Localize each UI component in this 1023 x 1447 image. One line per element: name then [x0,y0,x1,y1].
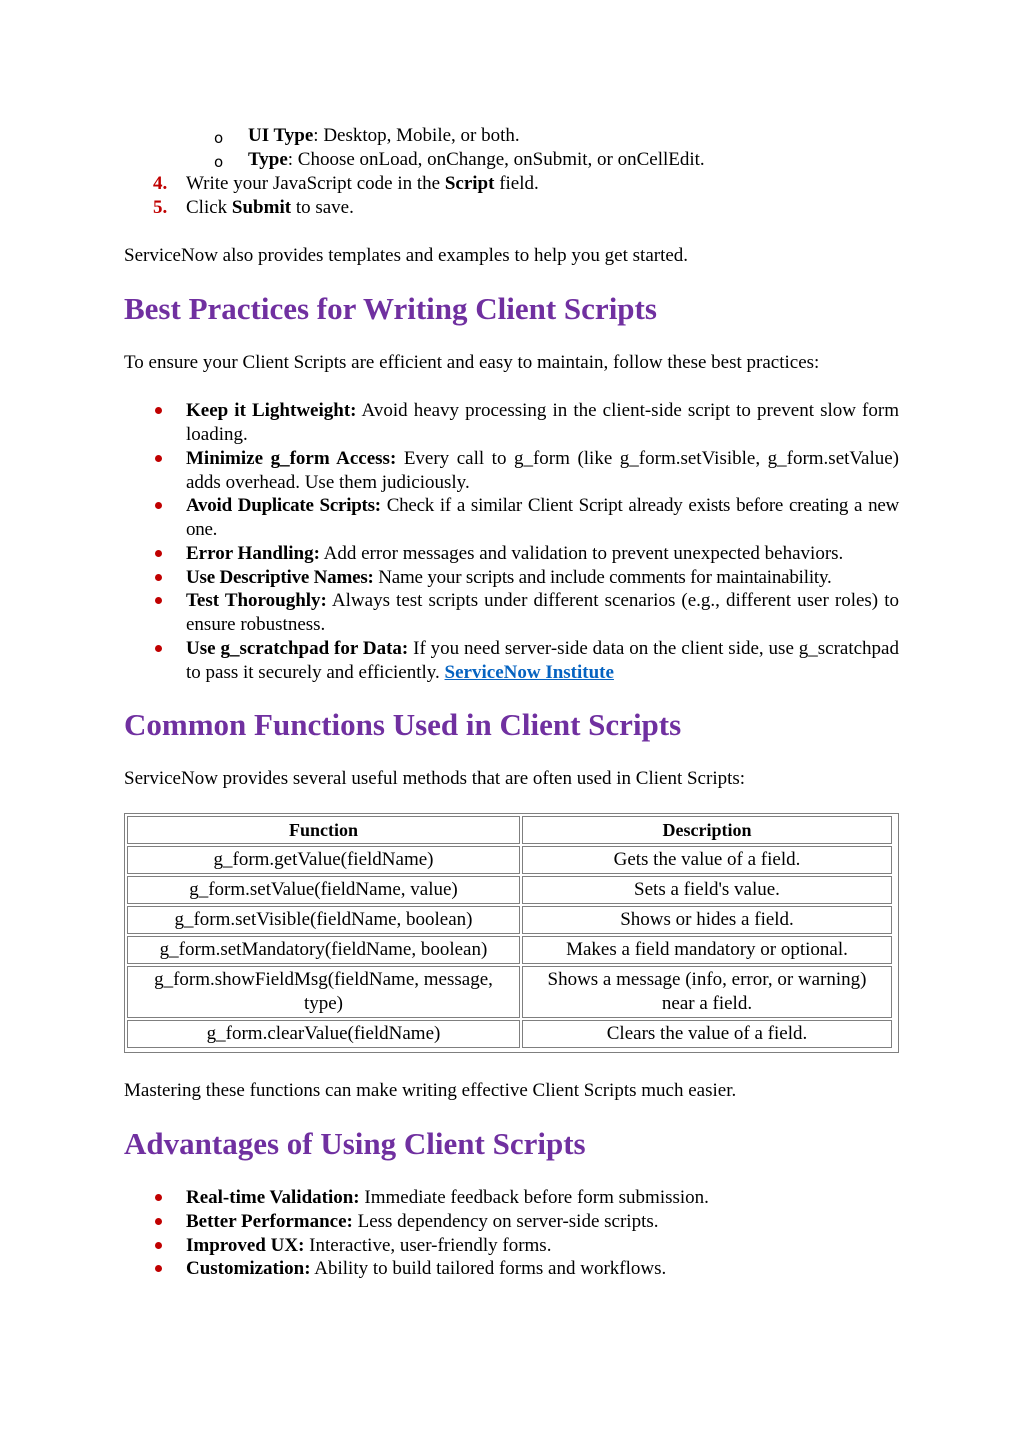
step-item-write-code: Write your JavaScript code in the Script field. [186,173,539,194]
bullet-dot [155,550,162,557]
bullet-dot [155,455,162,462]
sublist-item-ui-type [248,124,520,148]
best-practice-item: Error Handling: Add error messages and validation to prevent unexpected behaviors. [186,543,844,564]
step-item-submit: Click Submit to save. [186,197,354,218]
best-practice-item: Minimize g_form Access: Every call to g_form (like g_form.setVisible, g_form.setValue) adds overhead. Use them judiciously. [186,448,899,493]
table-row [127,846,892,874]
table-header-description: Description [522,816,892,844]
sublist-item-type [248,148,705,172]
heading-advantages: Advantages of Using Client Scripts [124,1126,586,1161]
table-cell-description: Gets the value of a field. [522,846,892,874]
table-cell-description: Shows or hides a field. [522,906,892,934]
templates-paragraph: ServiceNow also provides templates and examples to help you get started. [124,245,689,266]
functions-outro: Mastering these functions can make writing effective Client Scripts much easier. [124,1080,737,1101]
table-cell-function: g_form.clearValue(fieldName) [127,1020,520,1048]
bullet-dot [155,574,162,581]
bullet-dot [155,407,162,414]
best-practice-item: Use Descriptive Names: Name your scripts and include comments for maintainability. [186,567,832,588]
bullet-dot [155,1242,162,1249]
table-header-row [127,816,892,844]
bullet-dot [155,645,162,652]
step-number: 4. [153,173,168,194]
table-cell-function: g_form.setVisible(fieldName, boolean) [127,906,520,934]
heading-common-functions: Common Functions Used in Client Scripts [124,707,682,742]
bullet-dot [155,1218,162,1225]
table-cell-function: g_form.setMandatory(fieldName, boolean) [127,936,520,964]
table-cell-description: Clears the value of a field. [522,1020,892,1048]
sublist-item-label: Type [248,149,288,170]
table-cell-function: g_form.showFieldMsg(fieldName, message, type) [127,966,520,1018]
advantage-item: Improved UX: Interactive, user-friendly forms. [186,1235,552,1256]
best-practice-item: Avoid Duplicate Scripts: Check if a similar Client Script already exists before creating a new one. [186,495,899,540]
advantage-item: Customization: Ability to build tailored forms and workflows. [186,1258,667,1279]
table-cell-description: Shows a message (info, error, or warning) near a field. [522,966,892,1018]
best-practice-item: Test Thoroughly: Always test scripts under different scenarios (e.g., different user roles) to ensure robustness. [186,590,899,635]
bullet-dot [155,502,162,509]
table-cell-function: g_form.setValue(fieldName, value) [127,876,520,904]
table-header-function: Function [127,816,520,844]
sublist-item-label: UI Type [248,125,314,146]
best-practice-item: Use g_scratchpad for Data: If you need server-side data on the client side, use g_scratchpad to pass it securely and efficiently. ServiceNow Institute [186,638,899,683]
advantage-item: Real-time Validation: Immediate feedback before form submission. [186,1187,709,1208]
servicenow-institute-link[interactable]: ServiceNow Institute [444,662,614,683]
sublist-marker: o [214,153,224,171]
table-row [127,906,892,934]
bullet-dot [155,1265,162,1272]
heading-best-practices: Best Practices for Writing Client Scripts [124,291,657,326]
bullet-dot [155,1194,162,1201]
table-cell-function: g_form.getValue(fieldName) [127,846,520,874]
bullet-dot [155,597,162,604]
table-row [127,876,892,904]
sublist-item-text: : Desktop, Mobile, or both. [313,125,520,146]
best-practice-item: Keep it Lightweight: Avoid heavy processing in the client-side script to prevent slow form loading. [186,400,899,445]
sublist-item-text: : Choose onLoad, onChange, onSubmit, or onCellEdit. [287,149,705,170]
functions-table [124,813,899,1053]
table-cell-description: Makes a field mandatory or optional. [522,936,892,964]
best-practices-intro: To ensure your Client Scripts are efficient and easy to maintain, follow these best practices: [124,352,820,373]
table-row [127,1020,892,1048]
table-row [127,966,892,1018]
table-cell-description: Sets a field's value. [522,876,892,904]
sublist-marker: o [214,129,224,147]
step-number: 5. [153,197,168,218]
advantage-item: Better Performance: Less dependency on server-side scripts. [186,1211,659,1232]
table-row [127,936,892,964]
common-functions-intro: ServiceNow provides several useful methods that are often used in Client Scripts: [124,768,746,789]
